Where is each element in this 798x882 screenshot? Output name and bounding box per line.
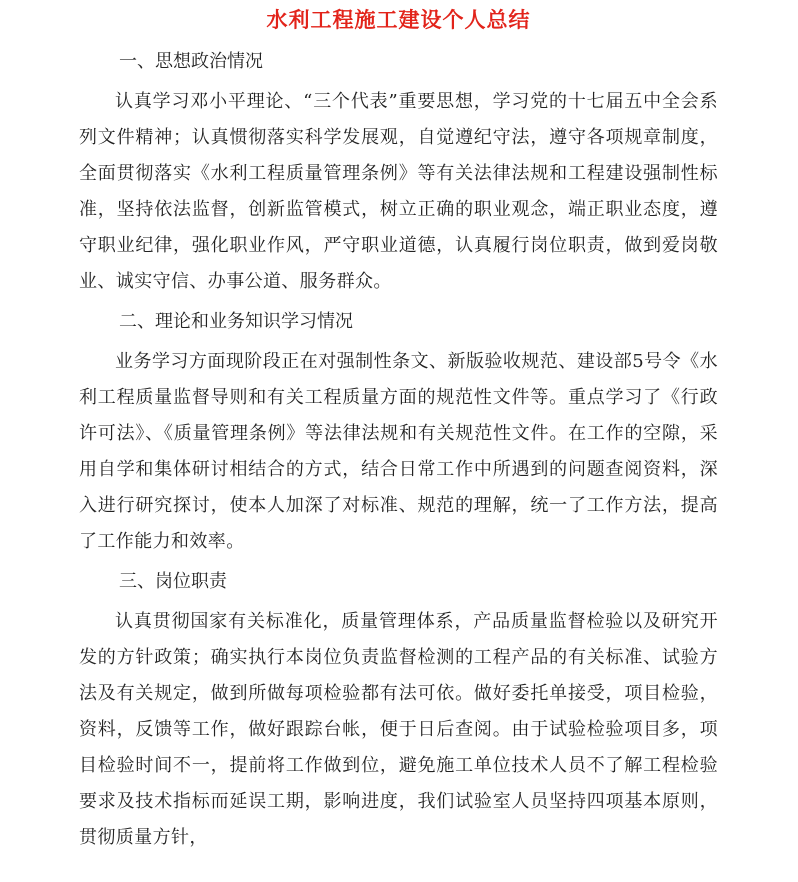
section-study xyxy=(79,300,718,560)
section-paragraph: 认真学习邓小平理论、“三个代表”重要思想，学习党的十七届五中全会系列文件精神；认真惯彻落实科学发展观，自觉遵纪守法，遵守各项规章制度，全面贯彻落实《水利工程质量管理条例》等有关法律法规和工程建设强制性标准，坚持依法监督，创新监管模式，树立正确的职业观念，端正职业态度，遵守职业纪律，强化职业作风，严守职业道德，认真履行岗位职责，做到爱岗敬业、诚实守信、办事公道、服务群众。 xyxy=(79,91,718,292)
document-title: 水利工程施工建设个人总结 xyxy=(266,8,531,32)
section-duties xyxy=(79,560,718,856)
section-paragraph: 认真贯彻国家有关标准化，质量管理体系，产品质量监督检验以及研究开发的方针政策；确实执行本岗位负责监督检测的工程产品的有关标准、试验方法及有关规定，做到所做每项检验都有法可依。做好委托单接受，项目检验，资料，反馈等工作，做好跟踪台帐，便于日后查阅。由于试验检验项目多，项目检验时间不一，提前将工作做到位，避免施工单位技术人员不了解工程检验要求及技术指标而延误工期，影响进度，我们试验室人员坚持四项基本原则，贯彻质量方针， xyxy=(79,611,718,848)
section-political xyxy=(79,40,718,300)
section-heading: 三、岗位职责 xyxy=(119,571,227,592)
section-paragraph: 业务学习方面现阶段正在对强制性条文、新版验收规范、建设部5号令《水利工程质量监督导则和有关工程质量方面的规范性文件等。重点学习了《行政许可法》、《质量管理条例》等法律法规和有关规范性文件。在工作的空隙，采用自学和集体研讨相结合的方式，结合日常工作中所遇到的问题查阅资料，深入进行研究探讨，使本人加深了对标准、规范的理解，统一了工作方法，提高了工作能力和效率。 xyxy=(79,351,718,552)
section-heading: 一、思想政治情况 xyxy=(119,51,263,72)
section-heading: 二、理论和业务知识学习情况 xyxy=(119,311,353,332)
